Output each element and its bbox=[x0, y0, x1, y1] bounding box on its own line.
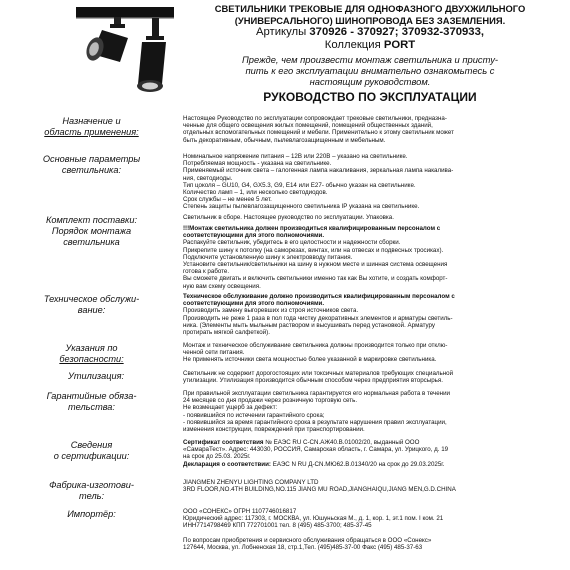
text-line: Не возмещает ущерб за дефект: bbox=[183, 404, 278, 412]
text-line: Распакуйте светильник, убедитесь в его целостности и надежности сборки. bbox=[183, 239, 401, 247]
text-line: 3RD FLOOR,NO.4TH BUILDING,NO.115 JIANG MU ROAD,JIANGHAIQU,JIANG MEN,G.D.CHINA bbox=[183, 486, 456, 494]
guide-title: РУКОВОДСТВО ПО ЭКСПЛУАТАЦИИ bbox=[263, 89, 477, 104]
section-label bbox=[0, 153, 183, 175]
section-label bbox=[0, 479, 183, 501]
text-line: ченной сети питания. bbox=[183, 349, 245, 357]
text-line: Подключите установленную шину к электровводу питания. bbox=[183, 253, 353, 261]
collection-name: PORT bbox=[383, 39, 416, 52]
section-text bbox=[183, 225, 565, 290]
label-line: о сертификации: bbox=[53, 450, 130, 461]
text-line: ченные для общего освещения жилых помещений, помещений общественных зданий, bbox=[183, 122, 433, 130]
text-line: Настоящее Руководство по эксплуатации сопровождает трековые светильники, предназна- bbox=[183, 115, 447, 122]
text-line: При правильной эксплуатации светильника гарантируется его нормальная работа в течении bbox=[183, 390, 450, 397]
text-line: Техническое обслуживание должно производиться квалифицированным персоналом с bbox=[183, 293, 455, 300]
text-line: Степень защиты пылевлагозащищенного светильника IP указана на светильнике. bbox=[183, 203, 420, 211]
cert-number: № ЕАЭС RU C-CN.АЖ40.В.01002/20, выданный ООО bbox=[263, 439, 420, 446]
text-line: Производить замену выгоревших из строя источников света. bbox=[183, 307, 359, 315]
title-line: (УНИВЕРСАЛЬНОГО) ШИНОПРОВОДА БЕЗ ЗАЗЕМЛЕНИЯ. bbox=[234, 14, 506, 26]
section-label bbox=[0, 225, 183, 247]
section-text bbox=[183, 390, 565, 433]
text-line: «СамараТест». Адрес: 443030, РОССИЯ, Самарская область, г. Самара, ул. Урицкого, д. 19 bbox=[183, 446, 449, 454]
section-label bbox=[0, 342, 183, 364]
label-line: Сведения bbox=[70, 440, 113, 450]
text-line: 127644, Москва, ул. Лобненская 18, стр.1,Тел. (495)485-37-00 Факс (495) 485-37-63 bbox=[183, 543, 423, 551]
text-line: Светильник в сборе. Настоящее руководство по эксплуатации. Упаковка. bbox=[183, 214, 394, 221]
label-line: Назначение и bbox=[62, 116, 121, 126]
text-line: 24 месяцев со дня продажи через розничную торговую сеть. bbox=[183, 397, 358, 405]
label-line: Порядок монтажа bbox=[51, 226, 132, 236]
manual-content bbox=[0, 115, 570, 551]
articles-numbers: 370926 - 370927; 370932-370933, bbox=[309, 26, 485, 39]
text-line: отдельных вспомогательных помещений и мебели. Применительно к этому светильник может bbox=[183, 129, 454, 137]
label-line: Гарантийные обяза- bbox=[46, 391, 137, 401]
section-factory bbox=[0, 479, 570, 508]
text-line: Срок службы – не менее 5 лет. bbox=[183, 196, 272, 204]
label-line: тельства: bbox=[68, 401, 115, 412]
text-line: Потребляемая мощность - указана на светильнике. bbox=[183, 160, 332, 168]
text-line: ника. (Элементы мыть мыльным раствором и высушивать перед установкой. Арматуру bbox=[183, 321, 436, 329]
section-text bbox=[183, 214, 565, 221]
text-line: Юридический адрес: 117303, г. МОСКВА, ул. Юшуньская М., д. 1, кор. 1, эт.1 пом. I ком. 21 bbox=[183, 515, 444, 523]
text-line: Номинальное напряжение питания – 12В или 220В – указано на светильнике. bbox=[183, 153, 408, 160]
articles-line bbox=[170, 26, 570, 39]
text-line: ния, светодиоды. bbox=[183, 174, 233, 182]
section-text bbox=[183, 115, 565, 144]
warning-line: пить к его эксплуатации внимательно ознакомьтесь с bbox=[245, 65, 495, 76]
preliminary-warning bbox=[170, 54, 570, 88]
section-text bbox=[183, 370, 565, 384]
section-safety bbox=[0, 342, 570, 370]
text-line: Светильник не содержит дорогостоящих или токсичных материалов требующих специальной bbox=[183, 370, 454, 377]
text-line: Не применять источники света мощностью более указанной в маркировке светильника. bbox=[183, 356, 437, 364]
section-label bbox=[0, 390, 183, 412]
section-maintenance bbox=[0, 293, 570, 342]
cert-prefix: Сертификат соответствия bbox=[183, 439, 264, 446]
label-line: Комплект поставки: bbox=[45, 215, 138, 225]
text-line bbox=[183, 461, 565, 468]
decl-number: ЕАЭС N RU Д-CN.МЮ62.В.01340/20 на срок до 29.03.2025г. bbox=[270, 460, 445, 468]
section-label bbox=[0, 439, 183, 461]
label-line: Основные параметры bbox=[42, 154, 141, 164]
section-certification bbox=[0, 439, 570, 479]
label-line: вание: bbox=[77, 304, 106, 315]
articles-prefix: Артикулы bbox=[255, 26, 307, 39]
text-line: По вопросам приобретения и сервисного обслуживания обращаться в ООО «Сонекс» bbox=[183, 536, 432, 544]
warning-line: настоящим руководством. bbox=[309, 76, 431, 88]
collection-prefix: Коллекция bbox=[324, 39, 381, 52]
section-text bbox=[183, 479, 565, 493]
section-label bbox=[0, 214, 183, 226]
section-purpose bbox=[0, 115, 570, 153]
label-line: тель: bbox=[78, 490, 105, 501]
label-line: область применения: bbox=[44, 126, 139, 137]
section-text bbox=[183, 342, 565, 364]
section-label bbox=[0, 508, 183, 520]
label-line: Импортёр: bbox=[67, 509, 116, 519]
text-line: !!!Монтаж светильника должен производиться квалифицированным персоналом с bbox=[183, 225, 441, 232]
text-line: ную вам схему освещения. bbox=[183, 282, 261, 290]
text-line: Применяемый источник света – галогенная лампа накаливания, зеркальная лампа накалива- bbox=[183, 167, 454, 175]
text-line bbox=[183, 439, 565, 446]
text-line: Производить не реже 1 раза в пол года чистку декоративных элементов и арматуры светиль- bbox=[183, 314, 453, 322]
text-line: на срок до 25.03. 2025г. bbox=[183, 453, 251, 461]
label-line: Утилизация: bbox=[68, 371, 125, 381]
text-line: утилизации. Утилизация производится обычным способом через предприятия вторсырья. bbox=[183, 377, 443, 385]
text-line: протирать мягкой салфеткой). bbox=[183, 329, 270, 337]
text-line: изменения конструкции, повреждений при транспортировании. bbox=[183, 426, 365, 434]
title-line: СВЕТИЛЬНИКИ ТРЕКОВЫЕ ДЛЯ ОДНОФАЗНОГО ДВУХЖИЛЬНОГО bbox=[214, 3, 526, 14]
text-line: ООО «СОНЕКС» ОГРН 1107746016817 bbox=[183, 508, 297, 515]
section-text bbox=[183, 293, 565, 336]
section-disposal bbox=[0, 370, 570, 390]
label-line: Фабрика-изготови- bbox=[49, 480, 134, 490]
text-line: Вы сможете двигать и включить светильники именно так как Вы хотите, и создать комфорт- bbox=[183, 275, 448, 283]
section-kit bbox=[0, 214, 570, 225]
text-line: соответствующими для этого полномочиями. bbox=[183, 232, 325, 240]
text-line: Количество ламп – 1, или несколько светодиодов. bbox=[183, 189, 328, 197]
text-line: быть декоративным, обычным, пылевлагозащищенным и мебельным. bbox=[183, 136, 386, 144]
text-line: - появившийся по истечении гарантийного срока; bbox=[183, 411, 325, 419]
section-importer bbox=[0, 508, 570, 551]
track-light-illustration bbox=[62, 4, 174, 112]
label-line: Указания по bbox=[65, 343, 118, 353]
section-params bbox=[0, 153, 570, 214]
section-label bbox=[0, 370, 183, 382]
collection-line bbox=[170, 39, 570, 52]
label-line: Техническое обслужи- bbox=[43, 294, 140, 304]
warning-line: Прежде, чем произвести монтаж светильника и присту- bbox=[241, 53, 499, 65]
section-warranty bbox=[0, 390, 570, 439]
text-line: соответствующими для этого полномочиями. bbox=[183, 300, 325, 308]
section-text bbox=[183, 439, 565, 468]
document-header bbox=[170, 3, 570, 104]
text-line: JIANGMEN ZHENYU LIGHTING COMPANY LTD bbox=[183, 479, 319, 486]
section-label bbox=[0, 293, 183, 315]
document-title bbox=[170, 3, 570, 26]
label-line: светильника bbox=[63, 236, 120, 247]
text-line: Монтаж и техническое обслуживание светильника должны производится только при отклю- bbox=[183, 342, 448, 349]
decl-prefix: Декларация о соответствии: bbox=[183, 460, 271, 468]
text-line: ИНН7714798469 КПП 772701001 тел. 8 (495) 485-3700; 485-37-45 bbox=[183, 522, 372, 530]
label-line: светильника: bbox=[61, 164, 122, 175]
text-line: готова к работе. bbox=[183, 268, 230, 276]
section-text bbox=[183, 153, 565, 211]
text-line: - появившийся за время гарантийного срока в результате нарушения правил эксплуатации, bbox=[183, 418, 447, 426]
section-label bbox=[0, 115, 183, 137]
section-text bbox=[183, 508, 565, 551]
text-line: Тип цоколя – GU10, G4, GX5.3, G9, E14 или E27- обычно указан на светильнике. bbox=[183, 181, 416, 189]
text-line: Установите светильник/светильники на шину в нужном месте и шинная система освещения bbox=[183, 261, 448, 269]
label-line: безопасности: bbox=[59, 353, 124, 364]
section-mounting bbox=[0, 225, 570, 293]
text-line: Прикрепите шину к потолку (на саморезах, винтах, или на отвесах и подвесных тросиках). bbox=[183, 246, 444, 254]
